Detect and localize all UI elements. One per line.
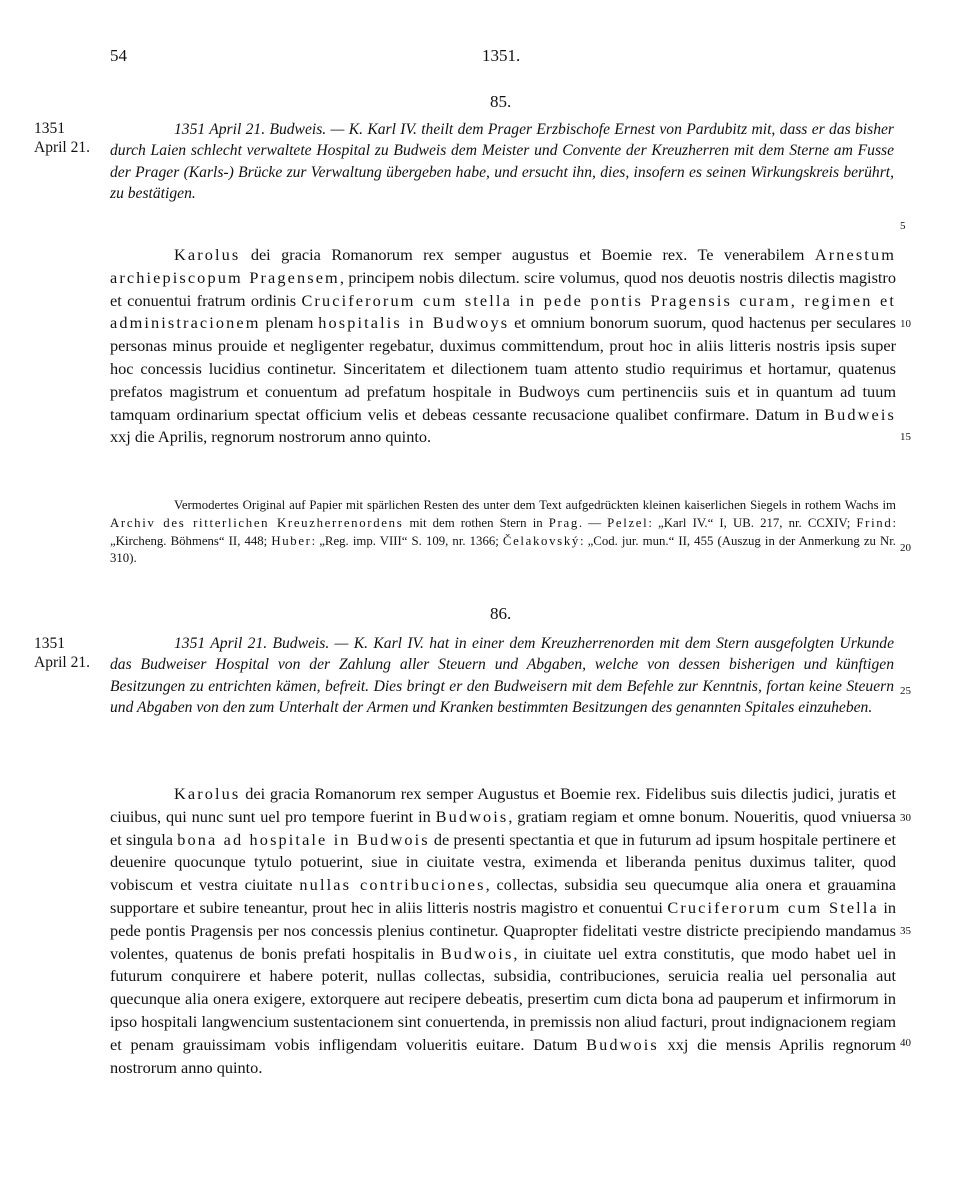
- text-run: in pede pontis Pragensis per nos concessis plenius continetur. Quapropter fidelitati vestre districte precipiendo mandamus volentes, quatenus de bonis prefati hospitalis in: [110, 897, 896, 963]
- margin-day: April 21.: [34, 654, 90, 671]
- spaced-text-run: Karolus: [174, 245, 241, 264]
- document-text: [110, 244, 896, 449]
- spaced-text-run: Pelzel: [607, 515, 649, 530]
- document-number: 86.: [490, 604, 512, 623]
- regest: 1351 April 21. Budweis. — K. Karl IV. hat in einer dem Kreuzherrenorden mit dem Stern ausgefolgten Urkunde das Budweiser Hospital von der Zahlung aller Steuern und Abgaben, welche von dessen bisherigen und künftigen Besitzungen zu entrichten kämen, befreit. Dies bringt er den Budweisern mit dem Befehle zur Kenntnis, fortan keine Steuern und Abgaben von den zum Unterhalt der Armen und Kranken bestimmten Besitzungen des genannten Spitales einzuheben.: [110, 635, 894, 717]
- text-run: dei gracia Romanorum rex semper augustus et Boemie rex. Te venerabilem: [240, 245, 815, 264]
- text-run: : „Cod. jur. mun.“ II, 455 (Auszug in der Anmerkung zu Nr. 310).: [110, 533, 896, 566]
- spaced-text-run: Budwois: [440, 943, 514, 963]
- text-run: : „Kircheng. Böhmens“ II, 448;: [110, 515, 896, 548]
- text-run: , collectas, subsidia seu quecumque alia onera et grauamina supportare et subire teneantur, prout hec in aliis litteris nostris magistro et conuentui: [110, 875, 897, 917]
- spaced-text-run: Karolus: [174, 784, 241, 803]
- margin-day: April 21.: [34, 139, 90, 156]
- spaced-text-run: Huber: [271, 533, 312, 548]
- spaced-text-run: Arnestum archiepiscopum Pragensem: [110, 245, 896, 287]
- line-number: 5: [900, 220, 906, 232]
- spaced-text-run: Frind: [856, 515, 893, 530]
- text-run: plenam: [260, 313, 319, 333]
- spaced-text-run: Cruciferorum cum Stella: [667, 897, 879, 917]
- regest: 1351 April 21. Budweis. — K. Karl IV. theilt dem Prager Erzbischofe Ernest von Pardubitz mit, dass er das bisher durch Laien schlecht verwaltete Hospital zu Budweis dem Meister und Convente der Kreuzherren mit dem Sterne am Fusse der Prager (Karls-) Brücke zur Verwaltung übergeben habe, und ersucht ihn, dies, insofern es seinen Wirkungskreis berührt, zu bestätigen.: [110, 121, 894, 203]
- text-run: et omnium bonorum suorum, quod hactenus per seculares personas minus prouide et negligenter regebatur, duximus committendum, prout hoc in aliis litteris nostris ipsis super hoc concessis lucidius continetur. Sinceritatem et dilectionem tuam attento studio requirimus et hortamur, quatenus prefatos magistrum et conuentum ad prefatum hospitale in Budwoys cum pertinenciis suis et in quantum ad tuum tamquam ordinarium spectat officium velis et debeas cessante recusacione qualibet confirmare. Datum in: [110, 313, 897, 424]
- spaced-text-run: bona ad hospitale in Budwois: [177, 829, 430, 849]
- text-run: , gratiam regiam et omne bonum. Noueritis, quod vniuersa et singula: [110, 806, 896, 849]
- spaced-text-run: Archiv des ritterlichen Kreuzherrenordens: [110, 515, 404, 530]
- spaced-text-run: hospitalis in Budwoys: [318, 313, 510, 333]
- margin-date: [34, 634, 90, 672]
- source-note: [110, 497, 896, 568]
- text-run: dei gracia Romanorum rex semper Augustus et Boemie rex. Fidelibus suis dilectis judici, juratis et ciuibus, qui nunc sunt uel pro tempore fuerint in: [110, 784, 896, 826]
- text-run: , in ciuitate uel extra constitutis, que modo habet uel in futurum conquirere et habere poterit, nullas collectas, subsidia, contribuciones, seruicia realia uel personalia aut quecunque alia onera exigere, extorquere aut recipere debeatis, presertim cum dicta bona ad pauperum et infirmorum in ipso hospitali langwencium sustentacionem sint conuertenda, in premissis non aliud facturi, prout indignacionem regiam et penam grauissimam vobis infligendam volueritis euitare. Datum: [110, 943, 897, 1054]
- margin-date: [34, 119, 90, 157]
- text-run: xxj die Aprilis, regnorum nostrorum anno quinto.: [110, 427, 432, 447]
- line-number: 10: [900, 318, 911, 330]
- line-number: 40: [900, 1037, 911, 1049]
- document-number: 85.: [490, 92, 512, 111]
- line-number: 20: [900, 542, 911, 554]
- running-head: 1351.: [482, 46, 521, 65]
- text-run: : „Karl IV.“ I, UB. 217, nr. CCXIV;: [648, 515, 857, 530]
- text-run: Vermodertes Original auf Papier mit spärlichen Resten des unter dem Text aufgedrückten kleinen kaiserlichen Siegels in rothem Wachs im: [174, 498, 896, 512]
- spaced-text-run: Budwois: [435, 806, 509, 826]
- margin-year: 1351: [34, 635, 65, 652]
- spaced-text-run: Prag: [548, 515, 579, 530]
- text-run: de presenti spectantia et que in futurum ad ipsum hospitale pertinere et deuenire quocunque tytulo potuerint, siue in ciuitate vestra, eximenda et liberanda penitus duximus taliter, quod vobiscum et vestra ciuitate: [110, 829, 897, 895]
- text-run: mit dem rothen Stern in: [403, 515, 549, 530]
- margin-year: 1351: [34, 120, 65, 137]
- spaced-text-run: Cruciferorum cum stella in pede pontis Pragensis curam, regimen et administracionem: [110, 290, 897, 333]
- spaced-text-run: Budweis: [824, 404, 896, 424]
- spaced-text-run: Budwois: [586, 1034, 659, 1054]
- document-text: [110, 783, 896, 1079]
- text-run: xxj die mensis Aprilis regnorum nostrorum anno quinto.: [110, 1034, 896, 1077]
- line-number: 25: [900, 685, 911, 697]
- text-run: . —: [578, 515, 608, 530]
- spaced-text-run: nullas contribuciones: [299, 875, 486, 895]
- spaced-text-run: Čelakovský: [502, 533, 580, 548]
- text-run: : „Reg. imp. VIII“ S. 109, nr. 1366;: [311, 533, 503, 548]
- line-number: 35: [900, 925, 911, 937]
- line-number: 30: [900, 812, 911, 824]
- line-number: 15: [900, 431, 911, 443]
- page-number: 54: [110, 46, 127, 65]
- text-run: , principem nobis dilectum. scire volumus, quod nos deuotis nostris dilectis magistro et conuentui fratrum ordinis: [110, 267, 896, 310]
